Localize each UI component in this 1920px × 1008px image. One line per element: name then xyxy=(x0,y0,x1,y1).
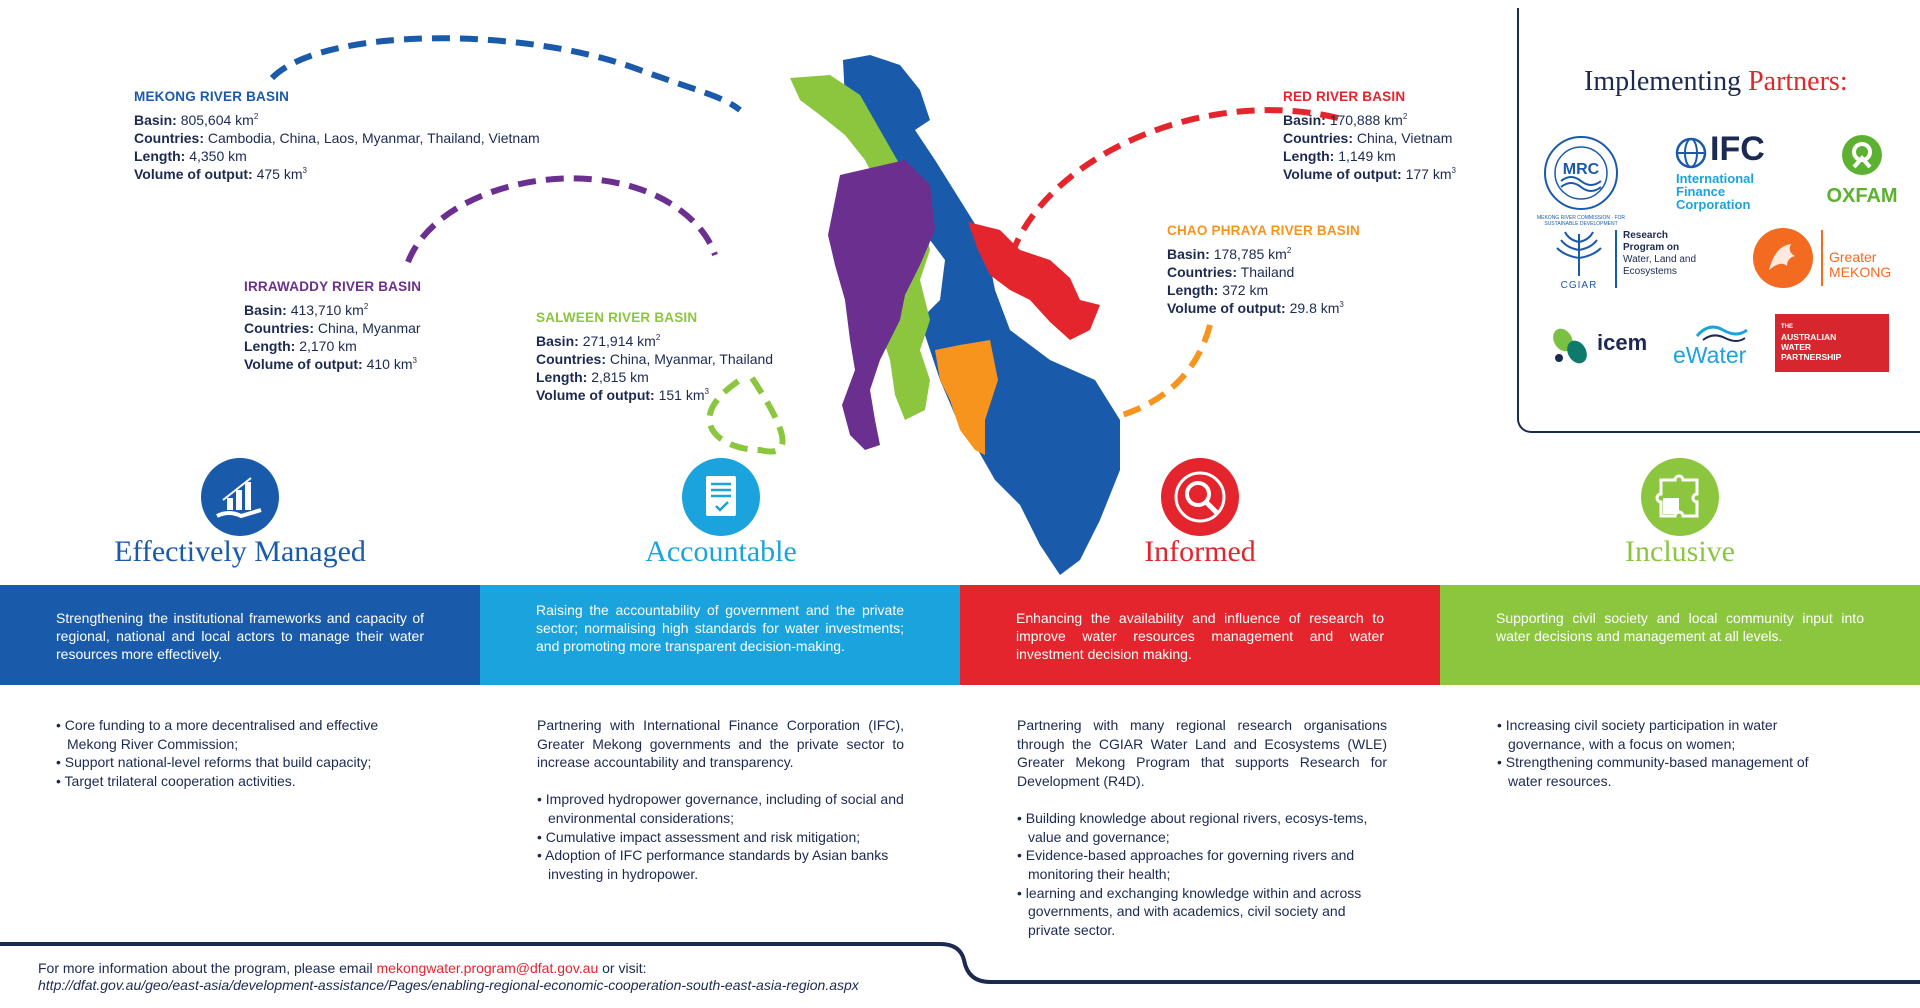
oxfam-emblem-icon xyxy=(1840,133,1884,177)
greater-mekong-logo[interactable] xyxy=(1751,226,1901,296)
cgiar-wle-logo[interactable] xyxy=(1547,228,1717,298)
accountable-intro: Partnering with International Finance Corporation (IFC), Greater Mekong governments and the private sector to increase accountability and transparency. xyxy=(537,717,904,771)
oxfam-logo-text: OXFAM xyxy=(1826,185,1898,207)
salween-basin-title: SALWEEN RIVER BASIN xyxy=(536,310,698,325)
irrawaddy-basin-title: IRRAWADDY RIVER BASIN xyxy=(244,279,422,294)
red-basin-length: Length: 1,149 km xyxy=(1283,148,1396,164)
list-item: • Core funding to a more decentralised and effective Mekong River Commission; xyxy=(56,717,379,752)
mekong-basin-length: Length: 4,350 km xyxy=(134,148,247,164)
oxfam-logo[interactable] xyxy=(1822,133,1902,213)
icem-leaf-icon xyxy=(1549,326,1593,366)
website-link[interactable]: http://dfat.gov.au/geo/east-asia/development-assistance/Pages/enabling-regional-economic-cooperation-south-east-asia-region.aspx xyxy=(38,977,859,993)
wheat-icon xyxy=(1551,228,1607,278)
implementing-partners-panel xyxy=(1517,8,1920,433)
list-item: • Evidence-based approaches for governing rivers and monitoring their health; xyxy=(1017,847,1355,882)
effectively-managed-bullets xyxy=(56,716,426,791)
inclusive-title: Inclusive xyxy=(1625,535,1735,568)
informed-band: Enhancing the availability and influence of research to improve water resources management and water investment decision making. xyxy=(960,585,1440,685)
greater-mekong-divider xyxy=(1821,230,1823,286)
irrawaddy-basin-volume: Volume of output: 410 $km^3$ xyxy=(244,356,417,372)
inclusive-icon xyxy=(1641,458,1719,536)
accountable-band: Raising the accountability of government and the private sector; normalising high standards for water investments; and promoting more transparent decision-making. xyxy=(480,585,960,685)
accountable-bullets xyxy=(537,790,904,884)
greater-mekong-logo-text: Greater MEKONG xyxy=(1829,249,1892,280)
ifc-logo-subtitle: International Finance Corporation xyxy=(1676,171,1755,212)
inclusive-details xyxy=(1497,716,1837,791)
list-item: • Support national-level reforms that build capacity; xyxy=(56,754,372,771)
list-item: • Increasing civil society participation in water governance, with a focus on women; xyxy=(1497,717,1778,752)
chao-basin-area: Basin: 178,785 $km^2$ xyxy=(1167,246,1292,262)
informed-bullets xyxy=(1017,809,1387,940)
accountable-icon xyxy=(682,458,760,536)
footer-line-1: For more information about the program, please email mekongwater.program@dfat.gov.au or visit: xyxy=(38,960,647,976)
ewater-logo[interactable] xyxy=(1669,322,1769,378)
naga-emblem-icon xyxy=(1751,226,1815,290)
red-basin-volume: Volume of output: 177 $km^3$ xyxy=(1283,166,1456,182)
mekong-basin-info xyxy=(134,88,540,183)
inclusive-band: Supporting civil society and local community input into water decisions and management at all levels. xyxy=(1440,585,1920,685)
chao-basin-volume: Volume of output: 29.8 $km^3$ xyxy=(1167,300,1344,316)
document-check-icon xyxy=(682,458,760,536)
chao-basin-title: CHAO PHRAYA RIVER BASIN xyxy=(1167,223,1360,238)
chao-basin-length: Length: 372 km xyxy=(1167,282,1269,298)
effectively-managed-icon xyxy=(201,458,279,536)
salween-basin-info xyxy=(536,309,773,404)
ifc-logo[interactable] xyxy=(1674,130,1794,216)
irrawaddy-basin-area: Basin: 413,710 $km^2$ xyxy=(244,302,369,318)
ifc-logo-text: IFC xyxy=(1710,130,1765,168)
mrc-logo-ring-text: MEKONG RIVER COMMISSION · FOR SUSTAINABLE DEVELOPMENT xyxy=(1536,215,1626,227)
awp-logo-text: THE AUSTRALIAN WATER PARTNERSHIP xyxy=(1781,324,1842,362)
footer-contact xyxy=(38,960,859,994)
effectively-managed-title: Effectively Managed xyxy=(114,535,366,568)
effectively-managed-band: Strengthening the institutional frameworks and capacity of regional, national and local actors to manage their water resources more effectively. xyxy=(0,585,480,685)
list-item: • Strengthening community-based management of water resources. xyxy=(1497,754,1809,790)
icem-logo-text: icem xyxy=(1597,330,1648,355)
red-basin-info xyxy=(1283,88,1456,183)
informed-icon xyxy=(1161,458,1239,536)
red-basin-countries: Countries: China, Vietnam xyxy=(1283,130,1453,146)
list-item: • Adoption of IFC performance standards by Asian banks investing in hydropower. xyxy=(537,847,889,882)
informed-details xyxy=(1017,716,1387,940)
irrawaddy-basin-countries: Countries: China, Myanmar xyxy=(244,320,421,336)
irrawaddy-connector xyxy=(408,178,715,262)
puzzle-icon xyxy=(1641,458,1719,536)
mekong-basin-area: Basin: 805,604 $km^2$ xyxy=(134,112,259,128)
wave-icon xyxy=(1695,322,1749,344)
wle-logo-text: Research Program on Water, Land and Ecosystems xyxy=(1623,230,1697,277)
email-link[interactable]: mekongwater.program@dfat.gov.au xyxy=(376,960,599,976)
salween-basin-length: Length: 2,815 km xyxy=(536,369,649,385)
icem-logo[interactable] xyxy=(1549,326,1659,376)
salween-basin-countries: Countries: China, Myanmar, Thailand xyxy=(536,351,774,367)
red-basin-area: Basin: 170,888 $km^2$ xyxy=(1283,112,1408,128)
chao-basin-info xyxy=(1167,222,1360,317)
magnifier-icon xyxy=(1161,458,1239,536)
mekong-basin-title: MEKONG RIVER BASIN xyxy=(134,89,290,104)
mrc-logo[interactable] xyxy=(1536,133,1626,227)
list-item: • learning and exchanging knowledge within and across governments, and with academics, civil society and private sector. xyxy=(1017,884,1362,939)
list-item: • Improved hydropower governance, including of social and environmental considerations; xyxy=(537,791,904,826)
cgiar-divider xyxy=(1615,230,1617,288)
accountable-details xyxy=(537,716,904,884)
irrawaddy-basin-info xyxy=(244,278,421,373)
salween-basin-area: Basin: 271,914 $km^2$ xyxy=(536,333,661,349)
accountable-title: Accountable xyxy=(645,535,797,568)
mekong-basin-volume: Volume of output: 475 $km^3$ xyxy=(134,166,307,182)
irrawaddy-basin-length: Length: 2,170 km xyxy=(244,338,357,354)
list-item: • Cumulative impact assessment and risk mitigation; xyxy=(537,828,861,845)
informed-title: Informed xyxy=(1144,535,1256,568)
ewater-logo-text: eWater xyxy=(1673,342,1747,368)
growth-chart-hand-icon xyxy=(201,458,279,536)
chao-basin-countries: Countries: Thailand xyxy=(1167,264,1295,280)
list-item: • Building knowledge about regional rivers, ecosys-tems, value and governance; xyxy=(1017,809,1368,845)
effectively-managed-details xyxy=(56,716,426,791)
informed-intro: Partnering with many regional research organisations through the CGIAR Water Land and Ecosystems (WLE) Greater Mekong Program that supports Research for Development (R4D). xyxy=(1017,717,1387,790)
partners-title: Implementing Partners: xyxy=(1584,66,1848,97)
inclusive-bullets xyxy=(1497,716,1837,791)
salween-basin-volume: Volume of output: 151 $km^3$ xyxy=(536,387,709,403)
mekong-basin-countries: Countries: Cambodia, China, Laos, Myanmar, Thailand, Vietnam xyxy=(134,130,540,146)
mrc-logo-text: MRC xyxy=(1562,161,1600,178)
cgiar-logo-text: CGIAR xyxy=(1560,280,1598,291)
australian-water-partnership-logo[interactable] xyxy=(1775,314,1889,372)
red-basin-title: RED RIVER BASIN xyxy=(1283,89,1406,104)
list-item: • Target trilateral cooperation activities. xyxy=(56,773,296,790)
globe-icon xyxy=(1674,136,1708,170)
